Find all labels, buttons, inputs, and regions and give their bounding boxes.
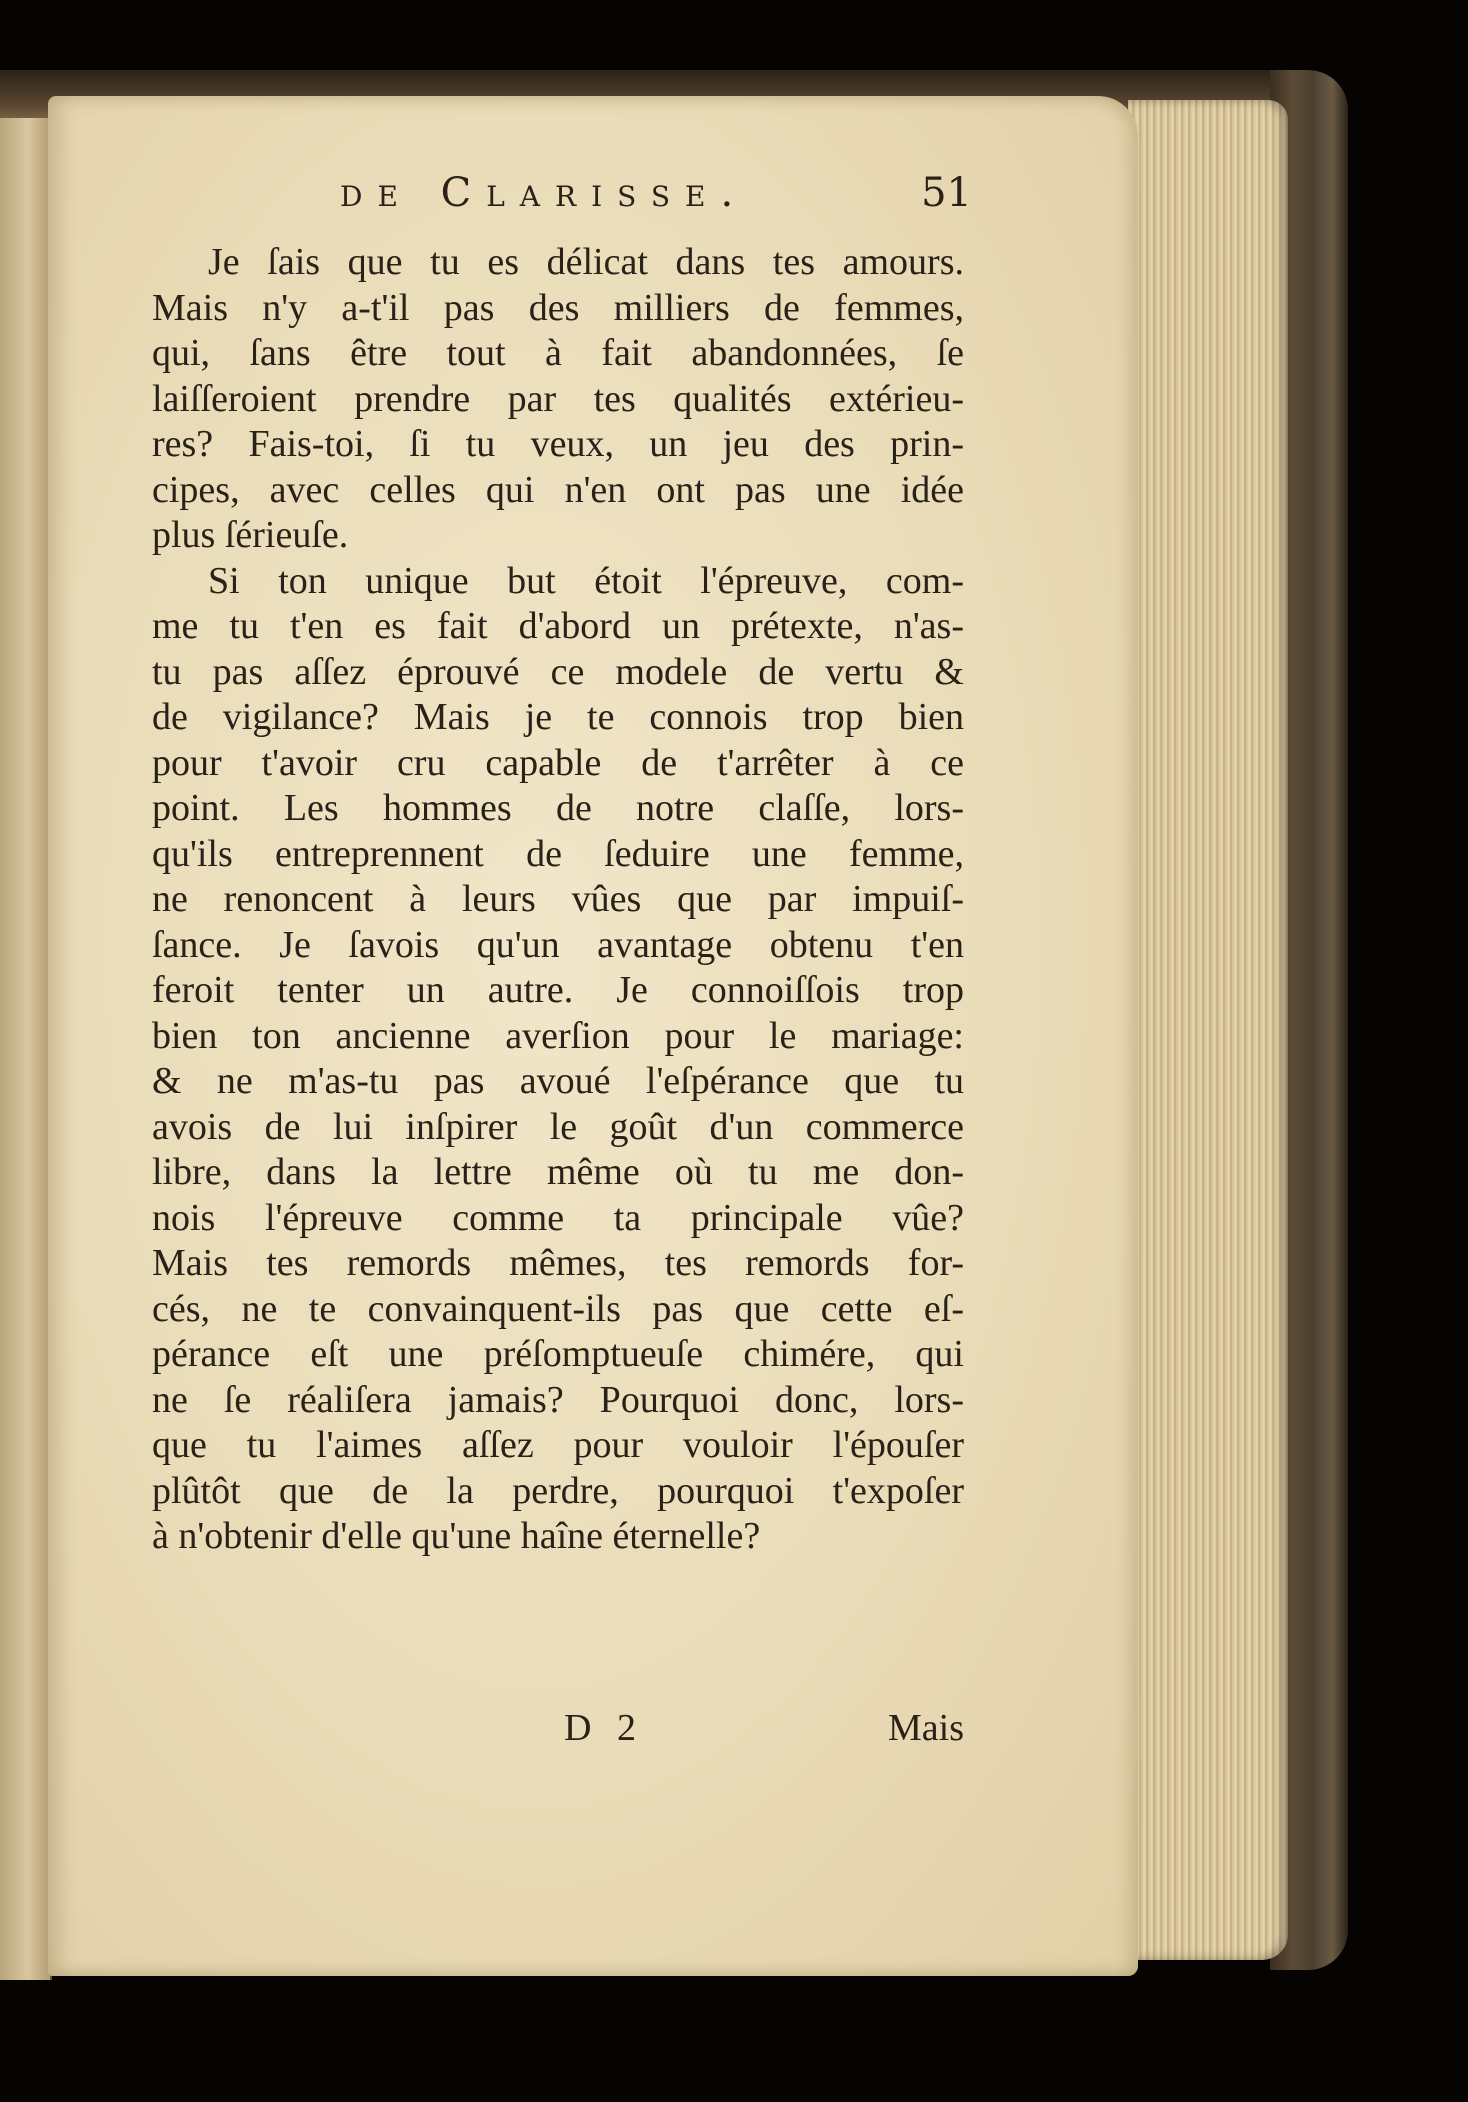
text-line: de vigilance? Mais je te connois trop bien: [152, 696, 964, 738]
text-line: bien ton ancienne averſion pour le mariage:: [152, 1014, 964, 1057]
text-line: me tu t'en es fait d'abord un prétexte, n'as-: [152, 605, 964, 647]
running-head-title: de Clarisse.: [340, 170, 749, 216]
text-line: pour t'avoir cru capable de t'arrêter à ce: [152, 741, 964, 784]
text-line: Je ſais que tu es délicat dans tes amours.: [208, 241, 964, 283]
signature-mark: D 2: [564, 1707, 644, 1749]
text-line: cipes, avec celles qui n'en ont pas une idée: [152, 468, 964, 511]
catchword: Mais: [888, 1707, 964, 1749]
page-edges: [1128, 100, 1288, 1960]
text-line: plûtôt que de la perdre, pourquoi t'expoſer: [152, 1469, 964, 1512]
text-line: ſance. Je ſavois qu'un avantage obtenu t'en: [152, 923, 964, 966]
text-line: tu pas aſſez éprouvé ce modele de vertu &: [152, 650, 964, 693]
text-line: point. Les hommes de notre claſſe, lors-: [152, 787, 964, 829]
body-text: [152, 240, 964, 1560]
facing-page-edge: [0, 118, 52, 1980]
text-line: Si ton unique but étoit l'épreuve, com-: [208, 559, 964, 602]
text-line: res? Fais-toi, ſi tu veux, un jeu des prin-: [152, 423, 964, 465]
text-line: ne ſe réaliſera jamais? Pourquoi donc, lors-: [152, 1378, 964, 1421]
text-line: feroit tenter un autre. Je connoiſſois trop: [152, 969, 964, 1011]
running-head: [340, 170, 980, 230]
text-line: nois l'épreuve comme ta principale vûe?: [152, 1196, 964, 1239]
text-line: ne renoncent à leurs vûes que par impuiſ-: [152, 878, 964, 920]
text-line: libre, dans la lettre même où tu me don-: [152, 1151, 964, 1193]
text-line: laiſſeroient prendre par tes qualités extérieu-: [152, 377, 964, 420]
text-line: plus ſérieuſe.: [152, 514, 349, 556]
text-line: cés, ne te convainquent-ils pas que cette eſ-: [152, 1287, 964, 1330]
text-line: à n'obtenir d'elle qu'une haîne éternelle?: [152, 1515, 761, 1557]
text-line: qui, ſans être tout à fait abandonnées, ſe: [152, 332, 964, 374]
text-line: que tu l'aimes aſſez pour vouloir l'épouſer: [152, 1424, 964, 1466]
text-line: avois de lui inſpirer le goût d'un commerce: [152, 1105, 964, 1148]
text-line: Mais tes remords mêmes, tes remords for-: [152, 1242, 964, 1284]
text-line: qu'ils entreprennent de ſeduire une femme,: [152, 832, 964, 875]
text-line: & ne m'as-tu pas avoué l'eſpérance que tu: [152, 1060, 964, 1102]
text-line: Mais n'y a-t'il pas des milliers de femmes,: [152, 286, 964, 329]
page-number: 51: [921, 170, 972, 216]
text-line: pérance eſt une préſomptueuſe chimére, qui: [152, 1333, 964, 1375]
page-footer: [152, 1706, 964, 1756]
